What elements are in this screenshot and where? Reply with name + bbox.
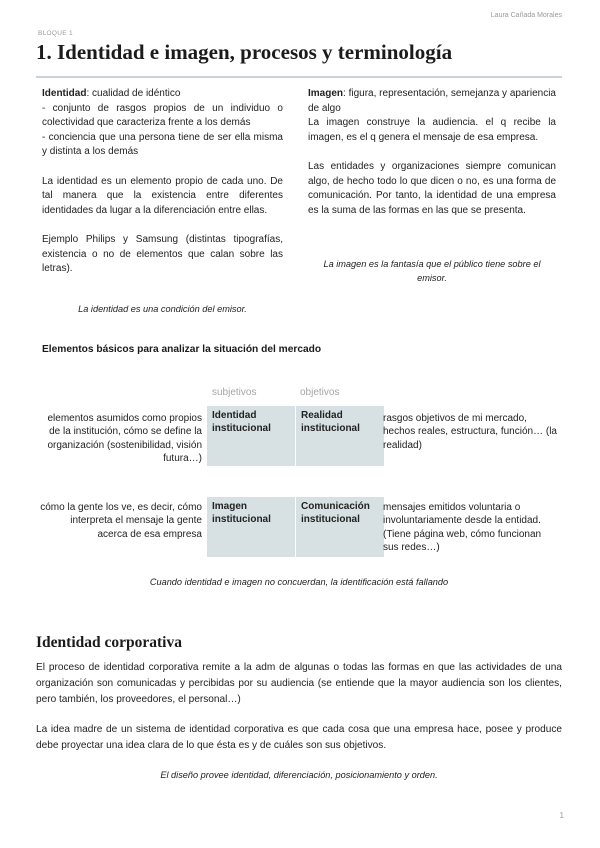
section-label: BLOQUE 1 (38, 30, 73, 37)
spacer (42, 160, 283, 175)
author-name: Laura Cañada Morales (490, 12, 562, 19)
corporate-paragraph-1: El proceso de identidad corporativa remite a la adm de algunas o todas las formas en que las actividades de una organización son comunicadas y percibidas por su audiencia (se entiende que la mayor audiencia son los clientes, pero también, los proveedores, el personal…) (36, 662, 562, 706)
identidad-term: Identidad (42, 88, 87, 99)
identidad-line-1: - conjunto de rasgos propios de un individuo o colectividad que caracteriza frente a los demás (42, 102, 283, 129)
realidad-institucional-box (296, 406, 384, 466)
page-title: 1. Identidad e imagen, procesos y terminología (36, 40, 453, 64)
corporate-paragraph-2: La idea madre de un sistema de identidad corporativa es que cada cosa que una empresa hace, posee y produce debe proyectar una idea clara de lo que ésta es y de cuáles son sus objetivos. (36, 724, 562, 752)
imagen-institucional-label: Imagen institucional (212, 501, 271, 526)
imagen-institucional-description: cómo la gente los ve, es decir, cómo interpreta el mensaje la gente acerca de esa empresa (40, 502, 202, 540)
spacer (42, 218, 283, 233)
comunicacion-institucional-label: Comunicación institucional (301, 501, 370, 526)
right-column (308, 87, 556, 218)
identidad-definition (42, 87, 283, 102)
objetivos-label: objetivos (300, 387, 340, 398)
realidad-institucional-description: rasgos objetivos de mi mercado, hechos reales, estructura, función… (la realidad) (383, 413, 557, 451)
imagen-institucional-box (207, 497, 295, 557)
market-heading: Elementos básicos para analizar la situación del mercado (42, 344, 322, 355)
comunicacion-institucional-description: mensajes emitidos voluntaria o involuntariamente desde la entidad. (Tiene página web, cómo funcionan sus redes…) (383, 502, 542, 554)
corporate-identity-heading: Identidad corporativa (36, 634, 182, 651)
imagen-note: La imagen es la fantasía que el público tiene sobre el emisor. (323, 259, 541, 283)
imagen-line-1: La imagen construye la audiencia. el q recibe la imagen, es el q genera el mensaje de esa empresa. (308, 117, 556, 143)
identidad-institucional-description: elementos asumidos como propios de la institución, cómo se define la organización (sostenibilidad, visión futura…) (47, 413, 202, 465)
identidad-paragraph-3: Ejemplo Philips y Samsung (distintas tipografías, existencia o no de elementos que calan sobre las letras). (42, 233, 283, 275)
subjetivos-label: subjetivos (212, 387, 257, 398)
identidad-paragraph-2: La identidad es un elemento propio de cada uno. De tal manera que la existencia entre diferentes identidades da lugar a la diferenciación entre ellas. (42, 175, 283, 216)
corporate-note: El diseño provee identidad, diferenciación, posicionamiento y orden. (160, 770, 438, 780)
identidad-note: La identidad es una condición del emisor. (78, 304, 247, 314)
identidad-institucional-label: Identidad institucional (212, 410, 271, 435)
left-column (42, 87, 283, 277)
comunicacion-institucional-box (296, 497, 384, 557)
spacer (308, 145, 556, 160)
realidad-institucional-label: Realidad institucional (301, 410, 360, 435)
market-note: Cuando identidad e imagen no concuerdan, la identificación está fallando (149, 577, 449, 587)
imagen-definition (308, 87, 556, 116)
identidad-def-text: : cualidad de idéntico (86, 88, 181, 99)
imagen-term: Imagen (308, 88, 344, 99)
imagen-paragraph-2: Las entidades y organizaciones siempre comunican algo, de hecho todo lo que dicen o no, es una forma de comunicación. Por tanto, la identidad de una empresa es la suma de las formas en las que se presenta. (308, 160, 556, 216)
title-divider (36, 76, 562, 78)
imagen-def-text: : figura, representación, semejanza y apariencia de algo (308, 88, 556, 114)
identidad-institucional-box (207, 406, 295, 466)
page-number: 1 (559, 811, 564, 820)
identidad-line-2: - conciencia que una persona tiene de ser ella misma y distinta a los demás (42, 131, 283, 158)
